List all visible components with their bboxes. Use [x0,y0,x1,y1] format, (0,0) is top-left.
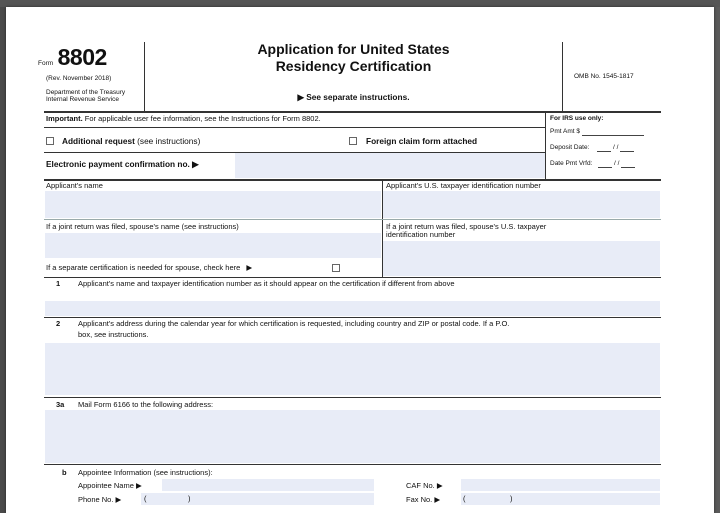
fax-label [406,495,440,504]
spouse-tin-input[interactable] [383,241,660,276]
irs-deposit-date-label: Deposit Date: [550,144,590,151]
important-bold: Important. [46,114,83,123]
line-1-number: 1 [56,279,61,288]
arrow-right-icon: ▶ [246,263,253,272]
caf-label [406,481,443,490]
spouse-tin-label-line2: identification number [386,230,456,239]
phone-paren-close: ) [188,494,191,503]
line-3a-label: Mail Form 6166 to the following address: [78,400,214,409]
form-number-block [38,44,107,71]
deposit-month-blank [597,144,611,152]
revision-date: (Rev. November 2018) [46,75,112,82]
spouse-name-input[interactable] [45,233,381,258]
irs-pmt-amt-label: Pmt Amt $ [550,128,580,135]
additional-request-checkbox[interactable] [46,137,54,145]
viewer-scrollbar[interactable] [714,7,720,513]
line-2-number: 2 [56,319,61,328]
applicant-name-input[interactable] [45,191,381,218]
form-page [6,7,714,513]
applicant-name-label: Applicant's name [46,181,103,190]
important-rule [44,127,545,128]
important-text: For applicable user fee information, see the Instructions for Form 8802. [84,114,321,123]
payment-rule [44,179,661,181]
irs-box-divider [545,112,546,179]
arrow-right-icon: ▶ [297,92,304,102]
form-number: 8802 [57,44,107,70]
additional-request-label [62,136,200,146]
line-2-input[interactable] [45,343,660,395]
irs-date-pmt-label: Date Pmt Vrfd: [550,160,593,167]
spouse-rule [44,277,661,278]
foreign-claim-label: Foreign claim form attached [366,136,478,146]
fax-text: Fax No. [406,495,433,504]
irs-use-title: For IRS use only: [550,115,604,122]
department-line1: Department of the Treasury [46,89,126,96]
caf-text: CAF No. [406,481,435,490]
irs-date-pmt-verified [550,160,635,168]
irs-pmt-amt [550,128,644,136]
separate-cert-text: If a separate certification is needed for spouse, check here [46,263,241,272]
spouse-name-label: If a joint return was filed, spouse's name (see instructions) [46,222,239,231]
department-line2: Internal Revenue Service [46,96,119,103]
spouse-tin-label-line1: If a joint return was filed, spouse's U.S. taxpayer [386,222,547,231]
fax-input[interactable] [461,493,660,505]
phone-input[interactable] [141,493,374,505]
omb-number: OMB No. 1545-1817 [574,73,634,80]
line-1-label: Applicant's name and taxpayer identification number as it should appear on the certification if different from above [78,279,455,288]
payment-label-text: Electronic payment confirmation no. [46,159,190,169]
arrow-right-icon: ▶ [434,495,441,504]
line-3a-number: 3a [56,400,65,409]
form-title-line1: Application for United States [257,41,450,57]
appointee-name-text: Appointee Name [78,481,134,490]
viewer-top-bar [0,0,720,7]
fax-paren-close: ) [510,494,513,503]
date-pmt-separator: / / [614,160,620,167]
pmt-month-blank [598,160,612,168]
fax-paren-open: ( [463,494,466,503]
form-title-line2: Residency Certification [275,58,432,74]
phone-text: Phone No. [78,495,114,504]
see-instructions-text: See separate instructions. [306,92,410,102]
deposit-date-separator: / / [613,144,619,151]
line-2-rule [44,397,661,398]
line-1-input[interactable] [45,301,660,316]
applicant-tin-input[interactable] [383,191,660,218]
payment-confirmation-label [46,159,199,169]
important-note [46,114,321,123]
applicant-tin-label: Applicant's U.S. taxpayer identification number [386,181,541,190]
appointee-name-input[interactable] [162,479,374,491]
deposit-year-blank [620,144,634,152]
separate-cert-checkbox[interactable] [332,264,340,272]
appointee-name-label [78,481,142,490]
line-b-label: Appointee Information (see instructions): [78,468,213,477]
see-instructions [145,92,562,102]
arrow-right-icon: ▶ [115,495,122,504]
line-b-number: b [62,468,67,477]
form-prefix: Form [38,60,54,67]
irs-pmt-amt-blank [582,128,644,136]
arrow-right-icon: ▶ [192,159,199,169]
separate-cert-label [46,263,252,272]
irs-deposit-date [550,144,634,152]
foreign-claim-checkbox[interactable] [349,137,357,145]
payment-confirmation-input[interactable] [235,153,545,178]
header-rule [44,111,661,113]
caf-input[interactable] [461,479,660,491]
phone-paren-open: ( [144,494,147,503]
applicant-rule [44,219,661,220]
additional-request-bold: Additional request [62,136,135,146]
phone-label [78,495,121,504]
line-3a-rule [44,464,661,465]
additional-request-note: (see instructions) [137,136,201,146]
header-divider-right [562,42,563,111]
arrow-right-icon: ▶ [436,481,443,490]
line-2-label-line1: Applicant's address during the calendar year for which certification is requested, including country and ZIP or postal code. If a P.O. [78,319,510,328]
line-2-label-line2: box, see instructions. [78,330,149,339]
line-3a-input[interactable] [45,410,660,463]
pmt-year-blank [621,160,635,168]
line-1-rule [44,317,661,318]
arrow-right-icon: ▶ [135,481,142,490]
